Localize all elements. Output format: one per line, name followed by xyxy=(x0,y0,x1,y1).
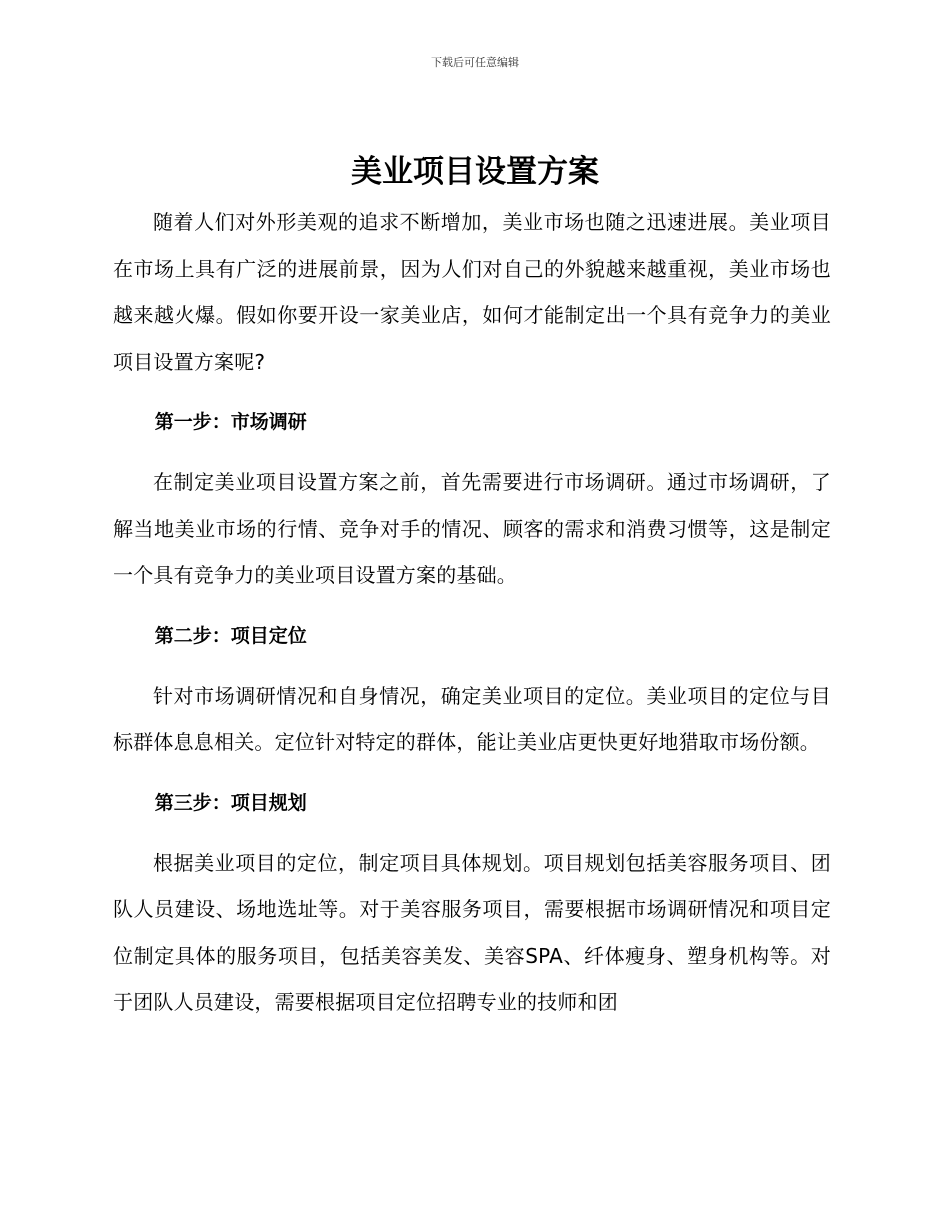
step-paragraph-2: 针对市场调研情况和自身情况，确定美业项目的定位。美业项目的定位与目标群体息息相关。定位针对特定的群体，能让美业店更快更好地猎取市场份额。 xyxy=(113,683,831,754)
document-body xyxy=(113,199,831,1026)
step-paragraph-3: 根据美业项目的定位，制定项目具体规划。项目规划包括美容服务项目、团队人员建设、场地选址等。对于美容服务项目，需要根据市场调研情况和项目定位制定具体的服务项目，包括美容美发、美容SPA、纤体瘦身、塑身机构等。对于团队人员建设，需要根据项目定位招聘专业的技师和团 xyxy=(113,850,831,1014)
header-note: 下载后可任意编辑 xyxy=(431,56,519,69)
step-paragraph-1: 在制定美业项目设置方案之前，首先需要进行市场调研。通过市场调研，了解当地美业市场的行情、竞争对手的情况、顾客的需求和消费习惯等，这是制定一个具有竞争力的美业项目设置方案的基础。 xyxy=(113,470,831,587)
intro-paragraph: 随着人们对外形美观的追求不断增加，美业市场也随之迅速进展。美业项目在市场上具有广泛的进展前景，因为人们对自己的外貌越来越重视，美业市场也越来越火爆。假如你要开设一家美业店，如何才能制定出一个具有竞争力的美业项目设置方案呢? xyxy=(113,210,831,374)
step-heading-2: 第二步：项目定位 xyxy=(154,624,307,647)
document-title: 美业项目设置方案 xyxy=(351,154,599,190)
step-heading-1: 第一步：市场调研 xyxy=(154,411,307,433)
step-heading-3: 第三步：项目规划 xyxy=(154,791,307,814)
